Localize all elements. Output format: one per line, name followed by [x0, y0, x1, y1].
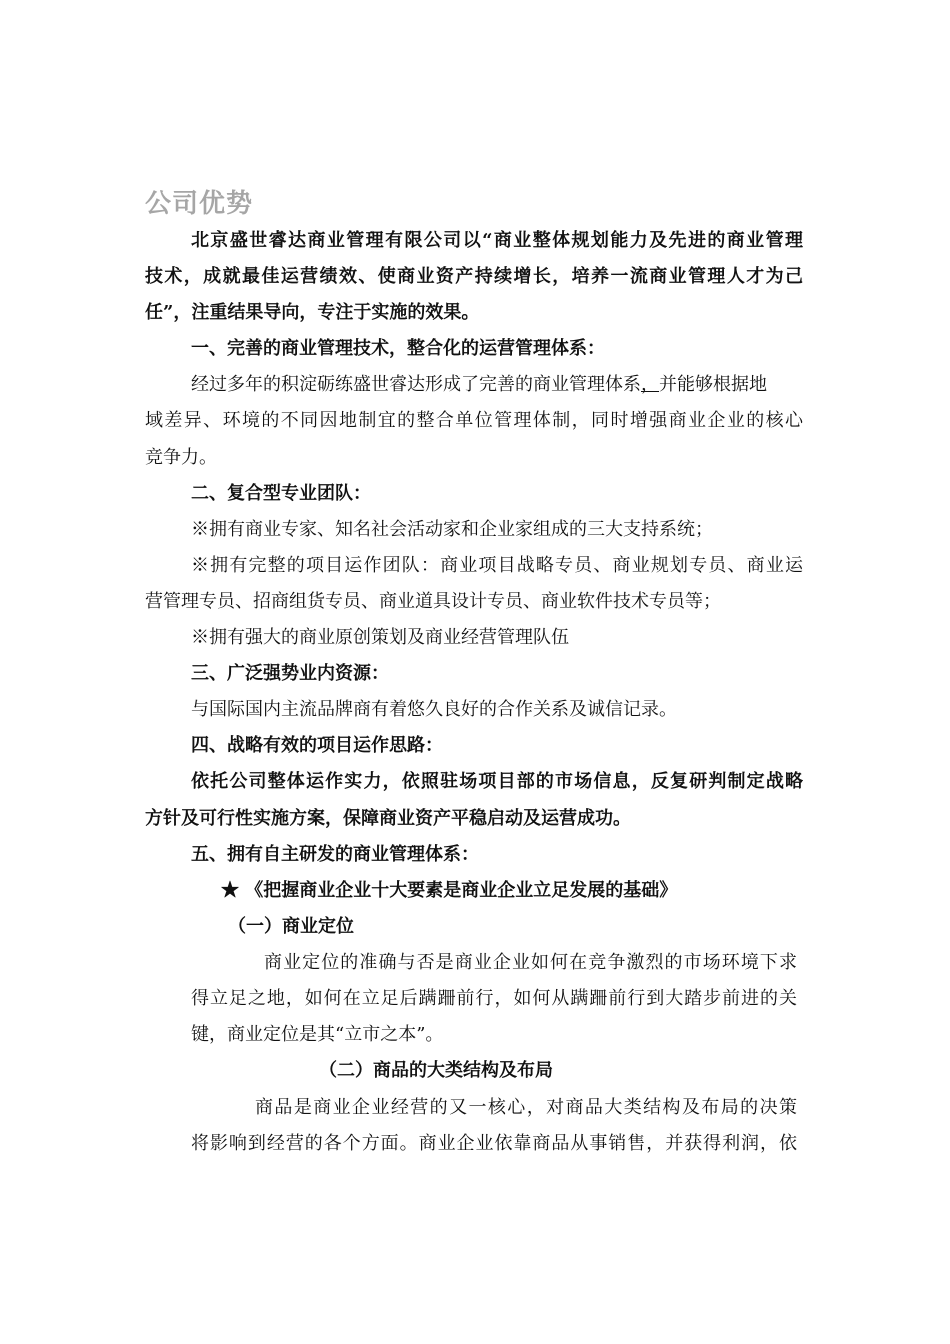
subsection-2-line-1: 商品是商业企业经营的又一核心，对商品大类结构及布局的决策	[255, 1097, 797, 1118]
section-2-line-4: ※拥有强大的商业原创策划及商业经营管理队伍	[191, 627, 569, 648]
section-1-line-2: 域差异、环境的不同因地制宜的整合单位管理体制，同时增强商业企业的核心	[145, 410, 803, 431]
intro-line-2: 技术，成就最佳运营绩效、使商业资产持续增长，培养一流商业管理人才为己	[145, 266, 803, 287]
section-2-line-3: 营管理专员、招商组货专员、商业道具设计专员、商业软件技术专员等；	[145, 591, 721, 612]
section-3-title: 三、广泛强势业内资源：	[191, 663, 389, 684]
star-title: ★ 《把握商业企业十大要素是商业企业立足发展的基础》	[221, 880, 678, 901]
subsection-2-title: （二）商品的大类结构及布局	[319, 1060, 553, 1081]
intro-line-3: 任”，注重结果导向，专注于实施的效果。	[145, 302, 480, 323]
subsection-1-line-1: 商业定位的准确与否是商业企业如何在竞争激烈的市场环境下求	[264, 952, 797, 973]
section-1-line-3: 竞争力。	[145, 447, 217, 468]
subsection-1-line-3: 键，商业定位是其“立市之本”。	[191, 1024, 444, 1045]
subsection-2-line-2: 将影响到经营的各个方面。商业企业依靠商品从事销售，并获得利润，依	[191, 1133, 797, 1154]
section-1-title: 一、完善的商业管理技术，整合化的运营管理体系：	[191, 338, 605, 359]
section-4-title: 四、战略有效的项目运作思路：	[191, 735, 443, 756]
subsection-1-line-2: 得立足之地，如何在立足后蹒跚前行，如何从蹒跚前行到大踏步前进的关	[191, 988, 797, 1009]
subsection-1-title: （一）商业定位	[228, 916, 354, 937]
section-2-title: 二、复合型专业团队：	[191, 483, 371, 504]
section-2-line-2: ※拥有完整的项目运作团队：商业项目战略专员、商业规划专员、商业运	[191, 555, 803, 576]
section-2-line-1: ※拥有商业专家、知名社会活动家和企业家组成的三大支持系统；	[191, 519, 713, 540]
section-4-line-1: 依托公司整体运作实力，依照驻场项目部的市场信息，反复研判制定战略	[191, 771, 803, 792]
section-3-line-1: 与国际国内主流品牌商有着悠久良好的合作关系及诚信记录。	[191, 699, 677, 720]
section-heading: 公司优势	[145, 189, 254, 219]
section-4-line-2: 方针及可行性实施方案，保障商业资产平稳启动及运营成功。	[145, 808, 631, 829]
section-1-line-1: 经过多年的积淀砺练盛世睿达形成了完善的商业管理体系，并能够根据地	[191, 374, 767, 395]
section-5-title: 五、拥有自主研发的商业管理体系：	[191, 844, 479, 865]
intro-line-1: 北京盛世睿达商业管理有限公司以“商业整体规划能力及先进的商业管理	[191, 230, 803, 251]
